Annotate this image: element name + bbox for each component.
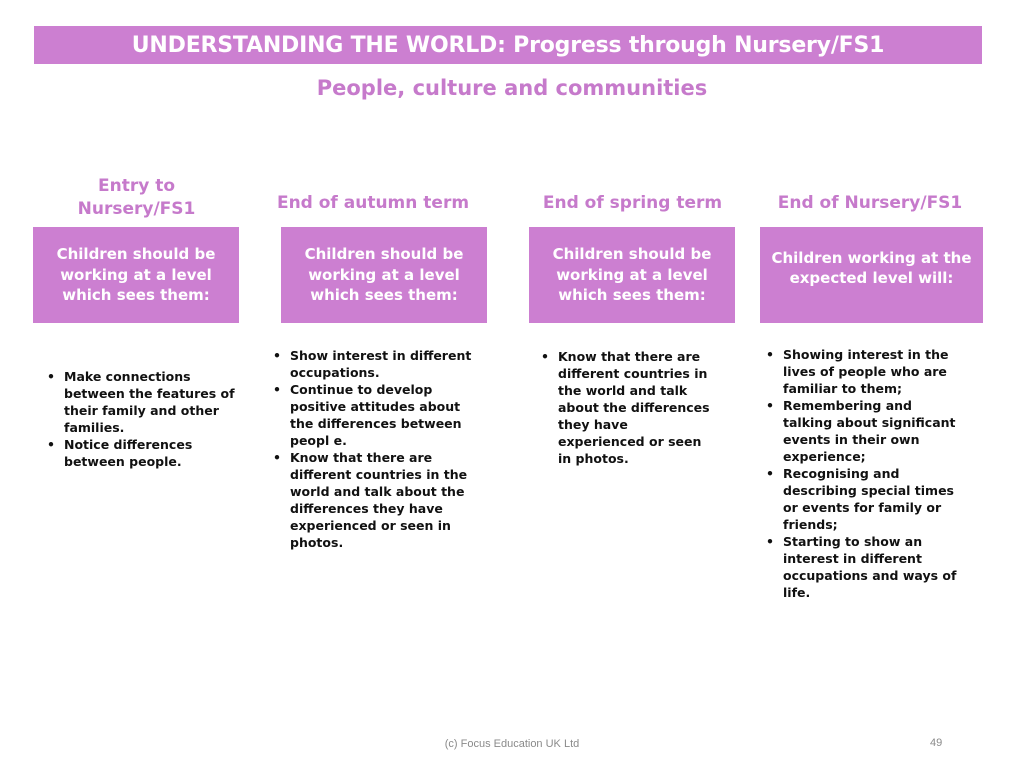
- list-item: • Make connections between the features of their family and other families.: [44, 368, 244, 436]
- list-item: • Recognising and describing special times or events for family or friends;: [763, 465, 963, 533]
- level-box-end-nursery: [760, 227, 983, 323]
- list-item: • Show interest in different occupations.: [270, 347, 482, 381]
- list-item: • Starting to show an interest in different occupations and ways of life.: [763, 533, 963, 601]
- bullet-icon: •: [766, 534, 774, 549]
- level-box-entry: [33, 227, 239, 323]
- bullet-icon: •: [541, 349, 549, 364]
- level-box-autumn: [281, 227, 487, 323]
- bullet-icon: •: [47, 437, 55, 452]
- list-item: • Know that there are different countries in the world and talk about the differences they have experienced or seen in photos.: [538, 348, 718, 467]
- bullet-list-spring: [538, 348, 718, 467]
- bullet-list-entry: [44, 368, 244, 470]
- bullet-icon: •: [273, 348, 281, 363]
- level-box-text: Children should be working at a level which sees them:: [56, 245, 216, 305]
- column-heading-entry: Entry to Nursery/FS1: [77, 176, 196, 219]
- bullet-icon: •: [273, 382, 281, 397]
- list-item: • Continue to develop positive attitudes about the differences between peopl e.: [270, 381, 482, 449]
- list-item: • Notice differences between people.: [44, 436, 244, 470]
- list-item: • Remembering and talking about significant events in their own experience;: [763, 397, 963, 465]
- bullet-icon: •: [47, 369, 55, 384]
- page-title-bar: [34, 26, 982, 64]
- level-box-text: Children should be working at a level which sees them:: [304, 245, 464, 305]
- column-heading-end-nursery: End of Nursery/FS1: [777, 193, 963, 213]
- bullet-icon: •: [766, 466, 774, 481]
- page-number: 49: [930, 737, 943, 749]
- bullet-list-autumn: [270, 347, 482, 551]
- level-box-spring: [529, 227, 735, 323]
- bullet-icon: •: [766, 398, 774, 413]
- level-box-text: Children should be working at a level which sees them:: [552, 245, 712, 305]
- column-heading-autumn: End of autumn term: [276, 193, 470, 213]
- list-item: • Know that there are different countries in the world and talk about the differences they have experienced or seen in photos.: [270, 449, 482, 551]
- page-title: UNDERSTANDING THE WORLD: Progress through Nursery/FS1: [131, 32, 885, 58]
- bullet-icon: •: [766, 347, 774, 362]
- page-subtitle: People, culture and communities: [316, 76, 708, 100]
- bullet-icon: •: [273, 450, 281, 465]
- copyright-footer: (c) Focus Education UK Ltd: [444, 738, 580, 750]
- bullet-list-end-nursery: [763, 346, 963, 601]
- level-box-text: Children working at the expected level will:: [771, 248, 972, 287]
- list-item: • Showing interest in the lives of people who are familiar to them;: [763, 346, 963, 397]
- column-heading-spring: End of spring term: [542, 193, 723, 213]
